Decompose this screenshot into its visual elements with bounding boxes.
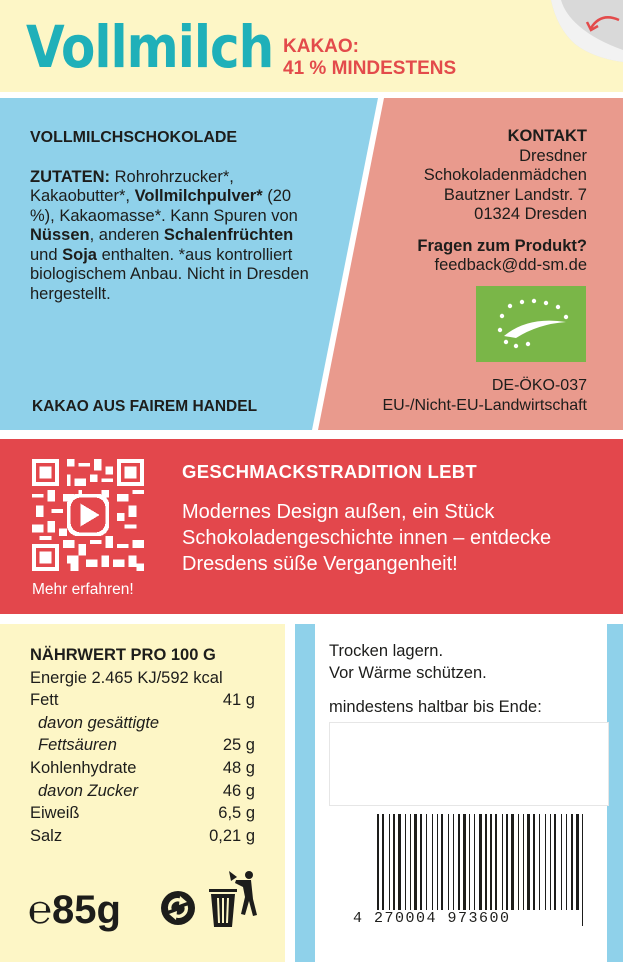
nutrition-row: Fettsäuren 25 g xyxy=(38,736,255,755)
best-before-field xyxy=(329,722,609,806)
product-type: VOLLMILCHSCHOKOLADE xyxy=(30,129,238,146)
eco-certification xyxy=(383,376,588,416)
eu-organic-logo-icon xyxy=(476,286,586,362)
barcode-bar xyxy=(518,814,519,910)
barcode-bar xyxy=(437,814,438,910)
barcode-bar xyxy=(441,814,443,910)
barcode-bar xyxy=(448,814,449,910)
barcode-number: 4 270004 973600 xyxy=(353,910,511,927)
barcode-bar xyxy=(506,814,508,910)
nutrition-row: Eiweiß 6,5 g xyxy=(30,804,255,823)
estimated-sign-icon: ℮ xyxy=(28,887,53,933)
info-band xyxy=(0,98,623,430)
barcode-bar xyxy=(527,814,530,910)
nutrition-row: Kohlenhydrate 48 g xyxy=(30,758,255,777)
tidyman-bin-icon xyxy=(207,869,259,929)
barcode-bar xyxy=(453,814,454,910)
barcode-bar xyxy=(414,814,417,910)
barcode-bar xyxy=(561,814,562,910)
barcode-bar xyxy=(410,814,411,910)
barcode-bar xyxy=(393,814,395,910)
barcode-bar xyxy=(398,814,401,910)
barcode-bar xyxy=(458,814,460,910)
contact-title: KONTAKT xyxy=(507,127,587,145)
contact-email[interactable]: feedback@dd-sm.de xyxy=(434,256,587,274)
barcode-bar xyxy=(566,814,567,910)
barcode-bar xyxy=(389,814,390,910)
cocoa-label: KAKAO: xyxy=(283,36,359,57)
barcode-bar xyxy=(545,814,546,910)
nutrition-row: davon Zucker 46 g xyxy=(38,781,255,800)
cocoa-percentage: 41 % MINDESTENS xyxy=(283,58,457,79)
barcode-bar xyxy=(582,814,583,926)
promo-band xyxy=(0,439,623,614)
more-info-link[interactable]: Mehr erfahren! xyxy=(32,581,134,598)
eco-origin: EU-/Nicht-EU-Landwirtschaft xyxy=(382,397,587,414)
barcode-bar xyxy=(550,814,551,910)
barcode-bar xyxy=(432,814,433,910)
storage-line: Trocken lagern. xyxy=(329,642,444,660)
nutrition-table xyxy=(30,644,255,847)
barcode-bar xyxy=(469,814,470,910)
storage-instructions xyxy=(329,640,487,684)
promo-text: Modernes Design außen, ein Stück Schokoladengeschichte innen – entdecke Dresdens süße Vergangenheit! xyxy=(182,501,552,575)
energy-row: Energie 2.465 KJ/592 kcal xyxy=(30,668,223,687)
barcode-bar xyxy=(576,814,579,910)
barcode-bar xyxy=(523,814,524,910)
net-weight: ℮85g xyxy=(28,887,121,933)
contact-line: Schokoladenmädchen xyxy=(423,166,587,184)
barcode-bar xyxy=(502,814,503,910)
contact-question: Fragen zum Produkt? xyxy=(417,236,587,255)
brand-title: Vollmilch xyxy=(26,14,274,81)
best-before-label: mindestens haltbar bis Ende: xyxy=(329,698,542,716)
barcode-bar xyxy=(485,814,487,910)
fair-trade-label: KAKAO AUS FAIREM HANDEL xyxy=(32,398,258,415)
header xyxy=(0,0,623,92)
contact-line: 01324 Dresden xyxy=(474,205,587,223)
ingredients-text: ZUTATEN: Rohrohrzucker*, Kakaobutter*, Vollmilchpulver* (20 %), Kakaomasse*. Kann Spuren von Nüssen, anderen Schalenfrüchten und Soja enthalten. *aus kontrolliert biologischem Anbau. Nicht in Dresden hergestellt. xyxy=(30,167,309,303)
promo-heading: GESCHMACKSTRADITION LEBT xyxy=(182,461,477,482)
nutrition-title: NÄHRWERT PRO 100 G xyxy=(30,646,216,664)
barcode-bar xyxy=(533,814,535,910)
cocoa-content xyxy=(283,36,456,80)
barcode-bar xyxy=(426,814,427,910)
barcode-bar xyxy=(479,814,482,910)
barcode-bar xyxy=(474,814,475,910)
nutrition-row: Salz 0,21 g xyxy=(30,826,255,845)
qr-code-icon[interactable] xyxy=(32,459,144,571)
contact-block xyxy=(327,127,587,276)
storage-line: Vor Wärme schützen. xyxy=(329,664,487,682)
storage-panel xyxy=(295,624,623,962)
barcode-bar xyxy=(571,814,573,910)
ingredients-block xyxy=(30,128,320,304)
recycle-icon xyxy=(160,890,196,926)
barcode-bar xyxy=(539,814,540,910)
barcode-bar xyxy=(554,814,556,910)
eco-code: DE-ÖKO-037 xyxy=(491,377,587,394)
barcode-bar xyxy=(511,814,514,910)
nutrition-row: davon gesättigte xyxy=(38,713,160,732)
storage-card xyxy=(315,624,607,962)
barcode-bar xyxy=(420,814,422,910)
contact-line: Dresdner xyxy=(519,146,587,165)
barcode-bar xyxy=(463,814,466,910)
barcode-bar xyxy=(405,814,406,910)
nutrition-panel xyxy=(0,624,285,962)
peel-corner-icon[interactable] xyxy=(523,0,623,62)
contact-line: Bautzner Landstr. 7 xyxy=(443,185,587,204)
nutrition-row: Fett 41 g xyxy=(30,691,255,710)
